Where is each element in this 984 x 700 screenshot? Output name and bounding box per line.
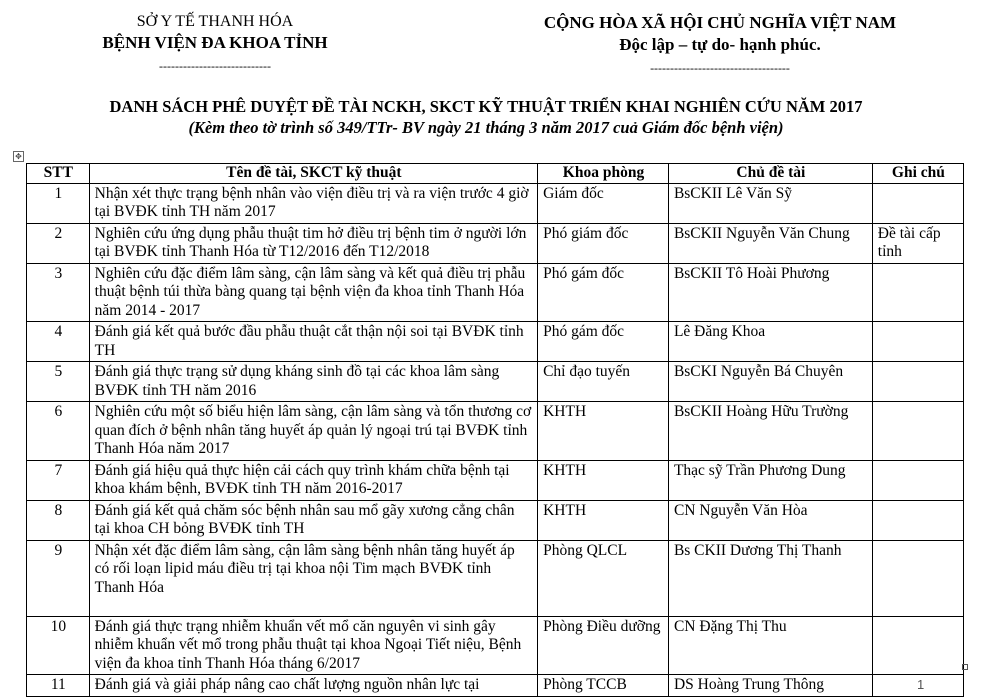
header-note: Ghi chú <box>872 164 963 184</box>
cell-dept: Phó gám đốc <box>538 263 669 322</box>
header-left <box>60 12 370 74</box>
document-subtitle: (Kèm theo tờ trình số 349/TTr- BV ngày 21 tháng 3 năm 2017 cuả Giám đốc bệnh viện) <box>188 118 784 137</box>
cell-owner: BsCKII Hoàng Hữu Trường <box>668 402 872 461</box>
table-row <box>27 675 964 697</box>
cell-stt: 10 <box>27 616 90 675</box>
cell-note: Đề tài cấp tỉnh <box>872 223 963 263</box>
cell-note <box>872 183 963 223</box>
cell-dept: Phó gám đốc <box>538 322 669 362</box>
cell-title: Nhận xét thực trạng bệnh nhân vào viện điều trị và ra viện trước 4 giờ tại BVĐK tỉnh TH năm 2017 <box>89 183 537 223</box>
national-title: CỘNG HÒA XÃ HỘI CHỦ NGHĨA VIỆT NAM <box>543 13 897 32</box>
cell-stt: 3 <box>27 263 90 322</box>
page-number: 1 <box>917 677 925 692</box>
cell-stt: 4 <box>27 322 90 362</box>
cell-dept: Phòng TCCB <box>538 675 669 697</box>
cell-owner: CN Nguyễn Văn Hòa <box>668 500 872 540</box>
cell-title: Nhận xét đặc điểm lâm sàng, cận lâm sàng bệnh nhân tăng huyết áp có rối loạn lipid máu điều trị tại khoa nội Tim mạch BVĐK tỉnh Thanh Hóa <box>89 540 537 616</box>
cell-dept: Phó giám đốc <box>538 223 669 263</box>
table-row <box>27 322 964 362</box>
table-row <box>27 223 964 263</box>
cell-note <box>872 402 963 461</box>
cell-stt: 8 <box>27 500 90 540</box>
cell-owner: BsCKII Nguyễn Văn Chung <box>668 223 872 263</box>
table-row <box>27 500 964 540</box>
cell-stt: 6 <box>27 402 90 461</box>
cell-dept: Chỉ đạo tuyến <box>538 362 669 402</box>
cell-title: Nghiên cứu một số biểu hiện lâm sàng, cận lâm sàng và tổn thương cơ quan đích ở bệnh nhân tăng huyết áp quản lý ngoại trú tại BVĐK tỉnh Thanh Hóa năm 2017 <box>89 402 537 461</box>
cell-title: Đánh giá thực trạng nhiễm khuẩn vết mổ căn nguyên vi sinh gây nhiễm khuẩn vết mổ trong phẫu thuật tại khoa Ngoại Tiết niệu, Bệnh viện đa khoa tỉnh Thanh Hóa tháng 6/2017 <box>89 616 537 675</box>
cell-title: Nghiên cứu đặc điểm lâm sàng, cận lâm sàng và kết quả điều trị phẫu thuật bệnh túi thừa bàng quang tại bệnh viện đa khoa tỉnh Thanh Hóa năm 2014 - 2017 <box>89 263 537 322</box>
cell-dept: Phòng QLCL <box>538 540 669 616</box>
cell-stt: 7 <box>27 460 90 500</box>
cell-stt: 5 <box>27 362 90 402</box>
cell-stt: 1 <box>27 183 90 223</box>
table-row <box>27 540 964 616</box>
header-stt: STT <box>27 164 90 184</box>
cell-note <box>872 322 963 362</box>
topics-table <box>26 163 964 697</box>
header-owner: Chủ đề tài <box>668 164 872 184</box>
cell-owner: BsCKII Lê Văn Sỹ <box>668 183 872 223</box>
cell-dept: Phòng Điều dưỡng <box>538 616 669 675</box>
cell-dept: Giám đốc <box>538 183 669 223</box>
cell-dept: KHTH <box>538 460 669 500</box>
header-right-rule: ----------------------------------- <box>650 61 790 75</box>
cell-owner: Thạc sỹ Trần Phương Dung <box>668 460 872 500</box>
table-row <box>27 402 964 461</box>
cell-stt: 2 <box>27 223 90 263</box>
table-row <box>27 460 964 500</box>
cell-stt: 11 <box>27 675 90 697</box>
cell-title: Đánh giá thực trạng sử dụng kháng sinh đồ tại các khoa lâm sàng BVĐK tỉnh TH năm 2016 <box>89 362 537 402</box>
cell-title: Đánh giá kết quả bước đầu phẫu thuật cắt thận nội soi tại BVĐK tỉnh TH <box>89 322 537 362</box>
table-header-row <box>27 164 964 184</box>
cell-dept: KHTH <box>538 500 669 540</box>
header-dept: Khoa phòng <box>538 164 669 184</box>
cell-title: Đánh giá hiệu quả thực hiện cải cách quy trình khám chữa bệnh tại khoa khám bệnh, BVĐK tỉnh TH năm 2016-2017 <box>89 460 537 500</box>
header-title: Tên đề tài, SKCT kỹ thuật <box>89 164 537 184</box>
document-title: DANH SÁCH PHÊ DUYỆT ĐỀ TÀI NCKH, SKCT KỸ THUẬT TRIỂN KHAI NGHIÊN CỨU NĂM 2017 <box>109 97 863 116</box>
header-right <box>500 12 940 76</box>
cell-owner: CN Đặng Thị Thu <box>668 616 872 675</box>
table-resize-handle[interactable] <box>962 664 968 670</box>
cell-owner: Lê Đăng Khoa <box>668 322 872 362</box>
cell-note <box>872 460 963 500</box>
cell-note <box>872 616 963 675</box>
cell-title: Nghiên cứu ứng dụng phẫu thuật tim hở điều trị bệnh tim ở người lớn tại BVĐK tỉnh Thanh Hóa từ T12/2016 đến T12/2018 <box>89 223 537 263</box>
cell-note <box>872 500 963 540</box>
table-move-icon[interactable]: ✥ <box>13 151 24 162</box>
table-row <box>27 362 964 402</box>
cell-note <box>872 540 963 616</box>
table-row <box>27 616 964 675</box>
cell-owner: BsCKI Nguyễn Bá Chuyên <box>668 362 872 402</box>
table-row <box>27 183 964 223</box>
cell-dept: KHTH <box>538 402 669 461</box>
cell-title: Đánh giá kết quả chăm sóc bệnh nhân sau mổ gãy xương cẳng chân tại khoa CH bỏng BVĐK tỉnh TH <box>89 500 537 540</box>
table-row <box>27 263 964 322</box>
cell-title: Đánh giá và giải pháp nâng cao chất lượng nguồn nhân lực tại <box>89 675 537 697</box>
cell-owner: BsCKII Tô Hoài Phương <box>668 263 872 322</box>
title-block <box>0 96 984 138</box>
cell-stt: 9 <box>27 540 90 616</box>
cell-note <box>872 362 963 402</box>
cell-owner: Bs CKII Dương Thị Thanh <box>668 540 872 616</box>
cell-note <box>872 263 963 322</box>
department-name: SỞ Y TẾ THANH HÓA <box>136 13 294 30</box>
header-left-rule: ---------------------------- <box>159 59 271 73</box>
hospital-name: BỆNH VIỆN ĐA KHOA TỈNH <box>102 33 328 52</box>
national-motto: Độc lập – tự do- hạnh phúc. <box>619 35 821 54</box>
cell-owner: DS Hoàng Trung Thông <box>668 675 872 697</box>
